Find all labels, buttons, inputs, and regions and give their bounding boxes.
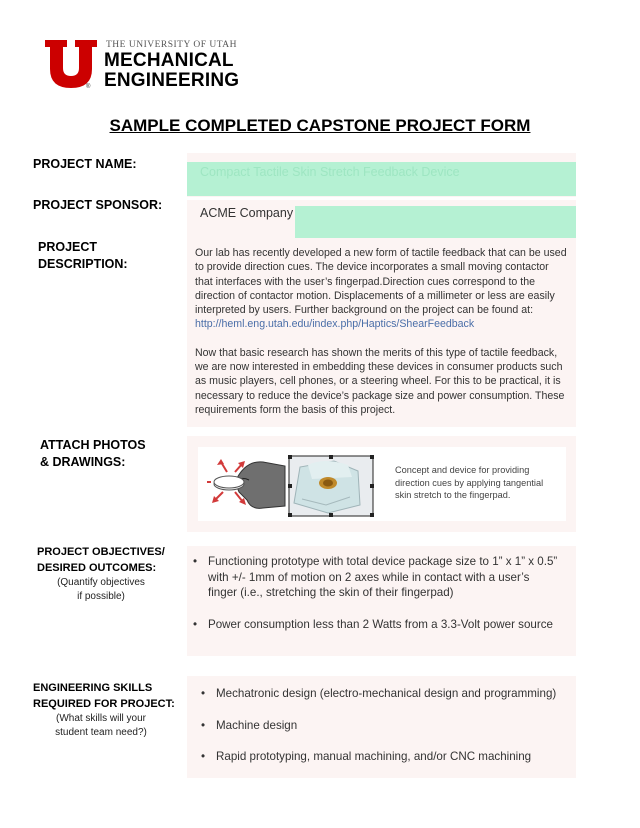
registered-mark: ®	[86, 84, 91, 90]
attach-photos-label: ATTACH PHOTOS & DRAWINGS:	[40, 438, 146, 469]
objective-item: • Functioning prototype with total device package size to 1” x 1” x 0.5” with +/- 1mm of motion on 2 axes while in contact with a user’s finger (i.e., stretching the skin of their fingerpad)	[193, 555, 558, 599]
background-link[interactable]: http://heml.eng.utah.edu/index.php/Haptics/ShearFeedback	[195, 318, 475, 331]
department-name-line2: ENGINEERING	[104, 70, 240, 91]
university-name: THE UNIVERSITY OF UTAH	[106, 40, 238, 50]
skill-item: • Rapid prototyping, manual machining, and/or CNC machining	[201, 750, 532, 763]
university-u-logo	[45, 40, 97, 88]
skill-item: • Machine design	[201, 718, 298, 732]
form-title: SAMPLE COMPLETED CAPSTONE PROJECT FORM	[109, 116, 531, 135]
objectives-note: (Quantify objectives if possible)	[57, 577, 145, 602]
project-name-label: PROJECT NAME:	[33, 157, 137, 171]
project-name-value: Compact Tactile Skin Stretch Feedback Device	[200, 165, 460, 179]
skills-label: ENGINEERING SKILLS REQUIRED FOR PROJECT:	[33, 682, 175, 710]
concept-sketch-image	[205, 452, 289, 514]
skill-item: • Mechatronic design (electro-mechanical design and programming)	[201, 687, 557, 700]
project-sponsor-value: ACME Company	[200, 206, 294, 220]
photo-caption: Concept and device for providing direction cues by applying tangential skin stretch to the fingerpad.	[395, 465, 544, 500]
objectives-label: PROJECT OBJECTIVES/ DESIRED OUTCOMES:	[37, 546, 165, 574]
objectives-list	[190, 554, 560, 632]
project-description-text: Our lab has recently developed a new form of tactile feedback that can be used to provide direction cues. The device incorporates a small moving contactor that interfaces with the user’s fingerpad.Direction cues correspond to the direction of contactor motion. Displacements of a millimeter or less are easily interpreted by users. Further background on the project can be found at: http://heml.eng.utah.edu/index.php/Haptics/ShearFeedback Now that basic research has shown the merits of this type of tactile feedback, we are now interested in embedding these devices in consumer products such as music players, cell phones, or a steering wheel. For this to be practical, it is necessary to reduce the device’s package size and power consumption. These requirements form the basis of this project.	[195, 247, 567, 416]
project-description-label: PROJECT DESCRIPTION:	[38, 240, 128, 271]
department-name-line1: MECHANICAL	[104, 50, 234, 71]
project-sponsor-label: PROJECT SPONSOR:	[33, 198, 163, 212]
skills-list	[198, 686, 570, 765]
objective-item: • Power consumption less than 2 Watts from a 3.3-Volt power source	[193, 617, 553, 631]
skills-note: (What skills will your student team need?)	[55, 713, 147, 738]
project-sponsor-highlight	[295, 206, 576, 238]
device-photo-image	[288, 455, 374, 517]
